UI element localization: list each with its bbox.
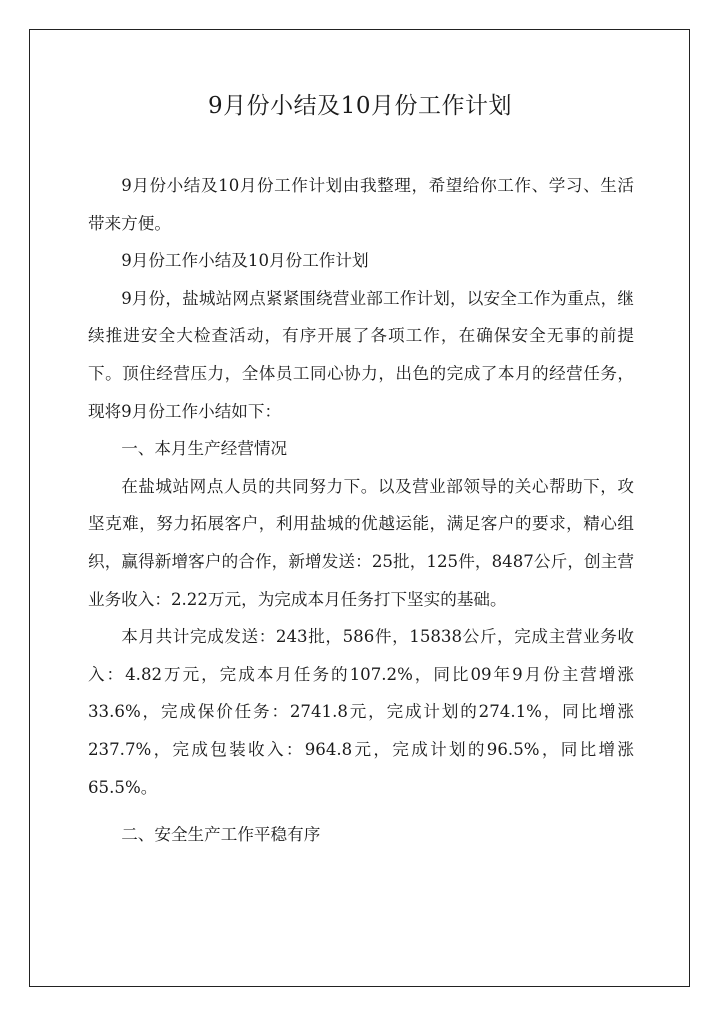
section-heading-1: 一、本月生产经营情况 <box>121 439 288 459</box>
document-body <box>88 167 634 854</box>
monthly-totals-paragraph: 本月共计完成发送：243批，586件，15838公斤，完成主营业务收入：4.82万元，完成本月任务的107.2%，同比09年9月份主营增涨33.6%，完成保价任务：2741.8元，完成计划的274.1%，同比增涨237.7%，完成包装收入：964.8元，完成计划的96.5%，同比增涨65.5%。 <box>88 627 634 797</box>
document-title: 9月份小结及10月份工作计划 <box>208 93 512 119</box>
summary-paragraph: 9月份，盐城站网点紧紧围绕营业部工作计划，以安全工作为重点，继续推进安全大检查活动，有序开展了各项工作，在确保安全无事的前提下。顶住经营压力，全体员工同心协力，出色的完成了本月的经营任务，现将9月份工作小结如下： <box>88 288 634 421</box>
section-heading-2: 二、安全生产工作平稳有序 <box>121 825 321 845</box>
subtitle-paragraph: 9月份工作小结及10月份工作计划 <box>121 251 369 271</box>
intro-paragraph: 9月份小结及10月份工作计划由我整理，希望给你工作、学习、生活带来方便。 <box>88 176 634 233</box>
new-customers-paragraph: 在盐城站网点人员的共同努力下。以及营业部领导的关心帮助下，攻坚克难，努力拓展客户，利用盐城的优越运能，满足客户的要求，精心组织，赢得新增客户的合作，新增发送：25批，125件，8487公斤，创主营业务收入：2.22万元，为完成本月任务打下坚实的基础。 <box>88 476 634 609</box>
